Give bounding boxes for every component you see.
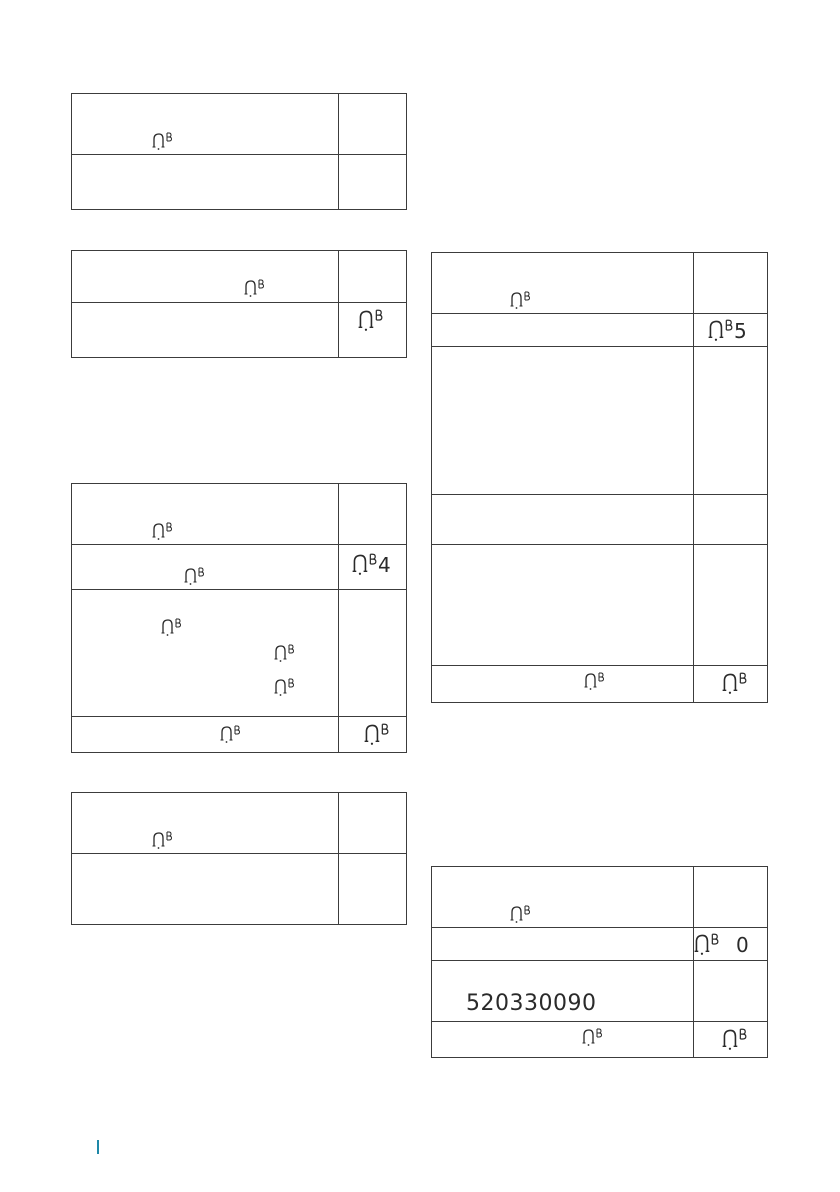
table-row: [432, 253, 767, 313]
garbled-glyph-icon: [694, 933, 728, 955]
garbled-glyph-icon: [722, 672, 756, 694]
garbled-glyph-icon: [152, 132, 172, 150]
table-row: [432, 960, 767, 1021]
table-row: [72, 716, 406, 753]
table-row: [72, 94, 406, 154]
table-row: [72, 853, 406, 925]
suffix-digit: 5: [734, 319, 747, 343]
table-row: [432, 1021, 767, 1058]
table-row: [72, 251, 406, 302]
table-row: [432, 346, 767, 494]
table-row: [72, 154, 406, 210]
garbled-glyph-icon: [274, 678, 294, 696]
suffix-digit: 4: [378, 553, 391, 577]
garbled-glyph-icon: [722, 1028, 756, 1050]
table-6: [431, 866, 768, 1058]
table-row: [432, 544, 767, 665]
garbled-glyph-icon: [184, 567, 204, 585]
table-1: [71, 93, 407, 210]
garbled-glyph-icon: [358, 309, 392, 331]
table-4: [71, 792, 407, 925]
table-row: [432, 494, 767, 544]
garbled-glyph-icon: [161, 618, 181, 636]
garbled-glyph-icon: [510, 905, 530, 923]
table-row: [72, 484, 406, 544]
garbled-glyph-icon: [152, 522, 172, 540]
garbled-glyph-icon: [364, 723, 398, 745]
garbled-glyph-icon: [220, 725, 240, 743]
footer-accent-bar: [97, 1140, 99, 1154]
code-number: 520330090: [466, 991, 597, 1016]
table-row: [72, 589, 406, 716]
suffix-digit: 0: [736, 933, 749, 957]
table-5: [431, 252, 768, 703]
garbled-glyph-icon: [510, 291, 530, 309]
garbled-glyph-icon: [274, 644, 294, 662]
table-row: [72, 793, 406, 853]
table-row: [432, 927, 767, 960]
garbled-glyph-icon: [584, 672, 604, 690]
garbled-glyph-icon: [244, 279, 264, 297]
table-row: [72, 302, 406, 358]
garbled-glyph-icon: [582, 1028, 602, 1046]
garbled-glyph-icon: [152, 831, 172, 849]
table-row: [432, 867, 767, 927]
table-row: [432, 665, 767, 703]
table-row: [72, 544, 406, 589]
table-3: [71, 483, 407, 753]
table-row: [432, 313, 767, 346]
table-2: [71, 250, 407, 358]
